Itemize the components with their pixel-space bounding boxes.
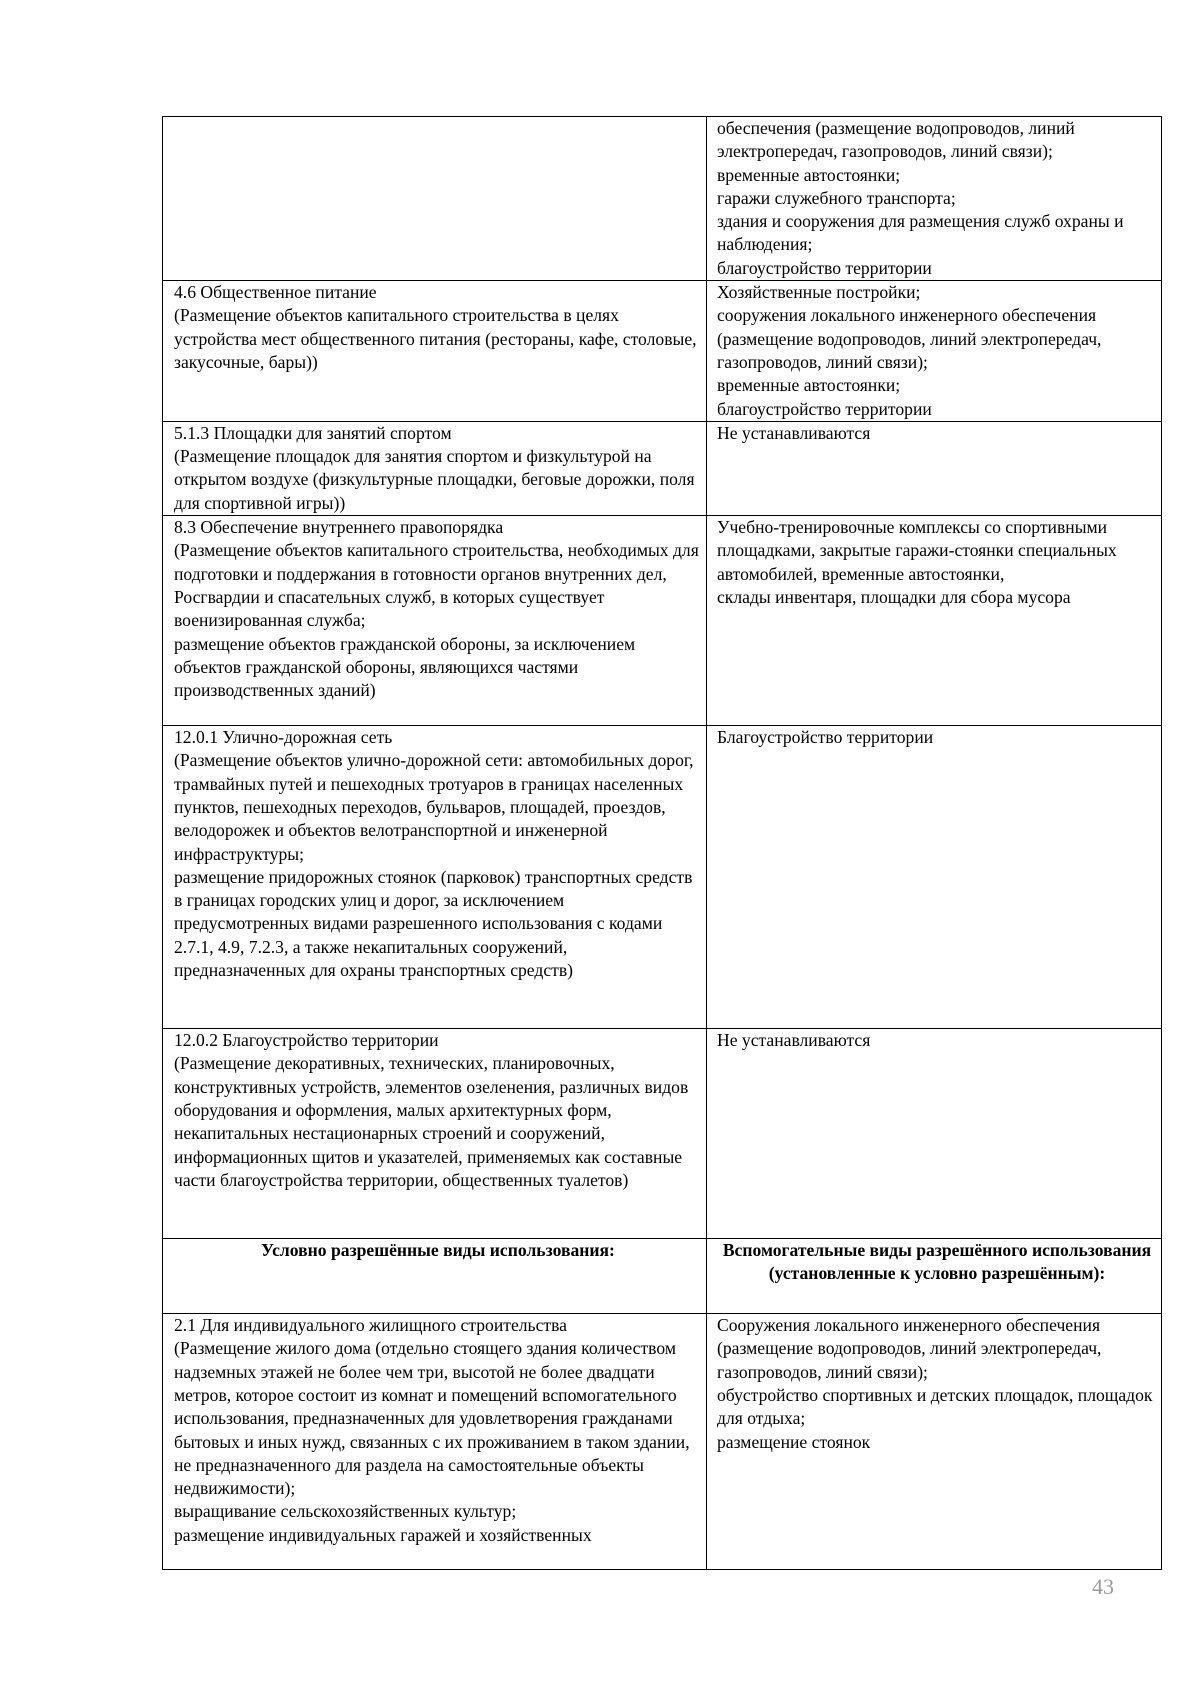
table-cell-permitted-use — [163, 516, 707, 726]
table-cell-permitted-use — [163, 421, 707, 515]
page-number: 43 — [1092, 1574, 1114, 1599]
cell-text: Хозяйственные постройки; сооружения локального инженерного обеспечения (размещение водопроводов, линий электропередач, газопроводов, линий связи); временные автостоянки; благоустройство территории — [717, 282, 1102, 419]
table-cell-auxiliary-use — [707, 421, 1162, 515]
table-cell-conditional-use — [163, 1314, 707, 1570]
cell-text: Сооружения локального инженерного обеспечения (размещение водопроводов, линий электропередач, газопроводов, линий связи); обустройство спортивных и детских площадок, площадок для отдыха; размещение стоянок — [717, 1315, 1153, 1452]
table-row — [163, 516, 1162, 726]
table-cell-auxiliary-use — [707, 117, 1162, 281]
table-row — [163, 1029, 1162, 1239]
section-header-row — [163, 1239, 1162, 1314]
table-cell-permitted-use — [163, 281, 707, 422]
cell-text: обеспечения (размещение водопроводов, линий электропередач, газопроводов, линий связи); временные автостоянки; гаражи служебного транспорта; здания и сооружения для размещения служб охраны и наблюдения; благоустройство территории — [717, 118, 1124, 278]
table-cell-auxiliary-use — [707, 516, 1162, 726]
cell-text: 2.1 Для индивидуального жилищного строительства (Размещение жилого дома (отдельно стоящего здания количеством надземных этажей не более чем три, высотой не более двадцати метров, которое состоит из комнат и помещений вспомогательного использования, предназначенных для удовлетворения гражданами бытовых и иных нужд, связанных с их проживанием в таком здании, не предназначенного для раздела на самостоятельные объекты недвижимости); выращивание сельскохозяйственных культур; размещение индивидуальных гаражей и хозяйственных — [174, 1315, 690, 1545]
cell-text: 12.0.2 Благоустройство территории (Размещение декоративных, технических, планировочных, конструктивных устройств, элементов озеленения, различных видов оборудования и оформления, малых архитектурных форм, некапитальных нестационарных строений и сооружений, информационных щитов и указателей, применяемых как составные части благоустройства территории, общественных туалетов) — [174, 1030, 689, 1190]
table-row — [163, 281, 1162, 422]
cell-text: 5.1.3 Площадки для занятий спортом (Размещение площадок для занятия спортом и физкультурой на открытом воздухе (физкультурные площадки, беговые дорожки, поля для спортивной игры)) — [174, 422, 695, 513]
table-cell-auxiliary-use — [707, 1314, 1162, 1570]
table-row — [163, 726, 1162, 1029]
cell-text: Учебно-тренировочные комплексы со спортивными площадками, закрытые гаражи-стоянки специальных автомобилей, временные автостоянки, склады инвентаря, площадки для сбора мусора — [717, 517, 1117, 607]
cell-text: 8.3 Обеспечение внутреннего правопорядка (Размещение объектов капитального строительства, необходимых для подготовки и поддержания в готовности органов внутренних дел, Росгвардии и спасательных служб, в которых существует военизированная служба; размещение объектов гражданской обороны, за исключением объектов гражданской обороны, являющихся частями производственных зданий) — [174, 517, 699, 701]
table-cell-auxiliary-use — [707, 281, 1162, 422]
table-row — [163, 117, 1162, 281]
table-cell-auxiliary-use — [707, 726, 1162, 1029]
cell-text: Не устанавливаются — [717, 422, 871, 443]
table-cell-permitted-use — [163, 1029, 707, 1239]
table-row — [163, 421, 1162, 515]
table-row — [163, 1314, 1162, 1570]
cell-text: Не устанавливаются — [717, 1030, 871, 1051]
header-cell-auxiliary-uses — [707, 1239, 1162, 1314]
header-cell-conditional-uses — [163, 1239, 707, 1314]
table-cell-permitted-use — [163, 117, 707, 281]
cell-text: 4.6 Общественное питание (Размещение объектов капитального строительства в целях устройства мест общественного питания (рестораны, кафе, столовые, закусочные, бары)) — [174, 282, 697, 372]
cell-text: 12.0.1 Улично-дорожная сеть (Размещение объектов улично-дорожной сети: автомобильных дорог, трамвайных путей и пешеходных тротуаров в границах населенных пунктов, пешеходных переходов, бульваров, площадей, проездов, велодорожек и объектов велотранспортной и инженерной инфраструктуры; размещение придорожных стоянок (парковок) транспортных средств в границах городских улиц и дорог, за исключением предусмотренных видами разрешенного использования с кодами 2.7.1, 4.9, 7.2.3, а также некапитальных сооружений, предназначенных для охраны транспортных средств) — [174, 727, 694, 981]
cell-text: Благоустройство территории — [717, 727, 934, 748]
table-cell-permitted-use — [163, 726, 707, 1029]
table-cell-auxiliary-use — [707, 1029, 1162, 1239]
header-text: Условно разрешённые виды использования: — [261, 1240, 615, 1261]
land-use-table — [162, 116, 1162, 1570]
header-text: Вспомогательные виды разрешённого использования (установленные к условно разрешённым): — [722, 1240, 1152, 1284]
